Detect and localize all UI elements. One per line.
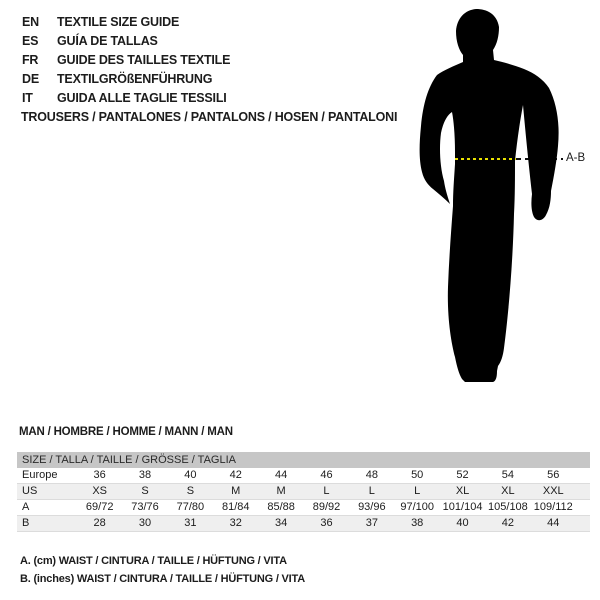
- table-cell: 101/104: [442, 501, 483, 513]
- note-b: B. (inches) WAIST / CINTURA / TAILLE / HÜFTUNG / VITA: [20, 573, 305, 585]
- table-cell: 69/72: [85, 501, 114, 513]
- table-cell: 77/80: [176, 501, 205, 513]
- table-cell: XL: [501, 485, 515, 497]
- table-cell: 32: [229, 517, 242, 529]
- measurement-notes: [20, 552, 305, 588]
- table-cell: L: [323, 485, 330, 497]
- table-cell: 50: [411, 469, 424, 481]
- language-legend: [22, 13, 230, 108]
- garment-title: TROUSERS / PANTALONES / PANTALONS / HOSEN / PANTALONI: [21, 110, 398, 124]
- lang-label: GUÍA DE TALLAS: [57, 34, 158, 48]
- table-cell: 28: [93, 517, 106, 529]
- lang-label: GUIDA ALLE TAGLIE TESSILI: [57, 91, 227, 105]
- table-cell: XL: [455, 485, 470, 497]
- table-cell: 34: [274, 517, 288, 529]
- table-row-europe: [17, 468, 590, 484]
- table-cell: 38: [138, 469, 152, 481]
- table-row-b-inches: [17, 516, 590, 532]
- lang-row-es: [22, 32, 230, 51]
- table-cell: 42: [229, 469, 242, 481]
- table-row-us: [17, 484, 590, 500]
- lang-label: TEXTILGRÖßENFÜHRUNG: [57, 72, 213, 86]
- lang-row-de: [22, 70, 230, 89]
- table-cell: 40: [184, 469, 197, 481]
- table-cell: 89/92: [312, 501, 341, 513]
- table-cell: 36: [320, 517, 333, 529]
- lang-label: GUIDE DES TAILLES TEXTILE: [57, 53, 231, 67]
- table-cell: 97/100: [400, 501, 435, 513]
- table-cell: XXL: [542, 485, 564, 497]
- lang-code: FR: [22, 53, 39, 67]
- size-table: [17, 452, 590, 532]
- table-cell: 38: [411, 517, 424, 529]
- lang-code: IT: [22, 91, 33, 105]
- table-cell: 81/84: [221, 501, 250, 513]
- table-cell: L: [368, 485, 375, 497]
- table-cell: 46: [320, 469, 333, 481]
- table-cell: 40: [456, 517, 469, 529]
- table-cell: 73/76: [131, 501, 159, 513]
- lang-row-it: [22, 89, 230, 108]
- table-cell: 105/108: [488, 501, 528, 513]
- table-cell: 31: [184, 517, 197, 529]
- lang-code: ES: [22, 34, 39, 48]
- table-cell: 37: [365, 517, 378, 529]
- table-cell: M: [276, 485, 286, 497]
- note-a: A. (cm) WAIST / CINTURA / TAILLE / HÜFTUNG / VITA: [20, 555, 287, 567]
- lang-row-en: [22, 13, 230, 32]
- table-cell: 44: [547, 517, 560, 529]
- table-cell: 48: [365, 469, 378, 481]
- lang-row-fr: [22, 51, 230, 70]
- waist-dotted-line: [455, 158, 516, 160]
- table-cell: S: [186, 485, 195, 497]
- section-title-man: MAN / HOMBRE / HOMME / MANN / MAN: [19, 426, 233, 438]
- measure-label: A-B: [566, 152, 586, 164]
- table-row-a-cm: [17, 500, 590, 516]
- table-cell: 56: [547, 469, 560, 481]
- table-cell: M: [231, 485, 241, 497]
- table-cell: 109/112: [533, 501, 573, 513]
- table-cell: 42: [501, 517, 515, 529]
- table-cell: 30: [138, 517, 152, 529]
- lang-code: EN: [22, 15, 39, 29]
- table-cell: 85/88: [267, 501, 295, 513]
- table-cell: XS: [92, 485, 108, 497]
- row-label: US: [22, 485, 38, 497]
- row-label: Europe: [22, 469, 58, 481]
- table-cell: S: [141, 485, 149, 497]
- table-cell: 44: [274, 469, 288, 481]
- table-cell: 36: [93, 469, 106, 481]
- row-label: B: [22, 517, 30, 529]
- row-label: A: [22, 501, 30, 513]
- table-cell: 93/96: [358, 501, 386, 513]
- man-silhouette: [400, 0, 600, 400]
- table-cell: L: [414, 485, 421, 497]
- lang-code: DE: [22, 72, 39, 86]
- table-cell: 54: [501, 469, 515, 481]
- size-table-header: SIZE / TALLA / TAILLE / GRÖSSE / TAGLIA: [17, 452, 590, 468]
- lang-label: TEXTILE SIZE GUIDE: [57, 15, 180, 29]
- table-cell: 52: [456, 469, 469, 481]
